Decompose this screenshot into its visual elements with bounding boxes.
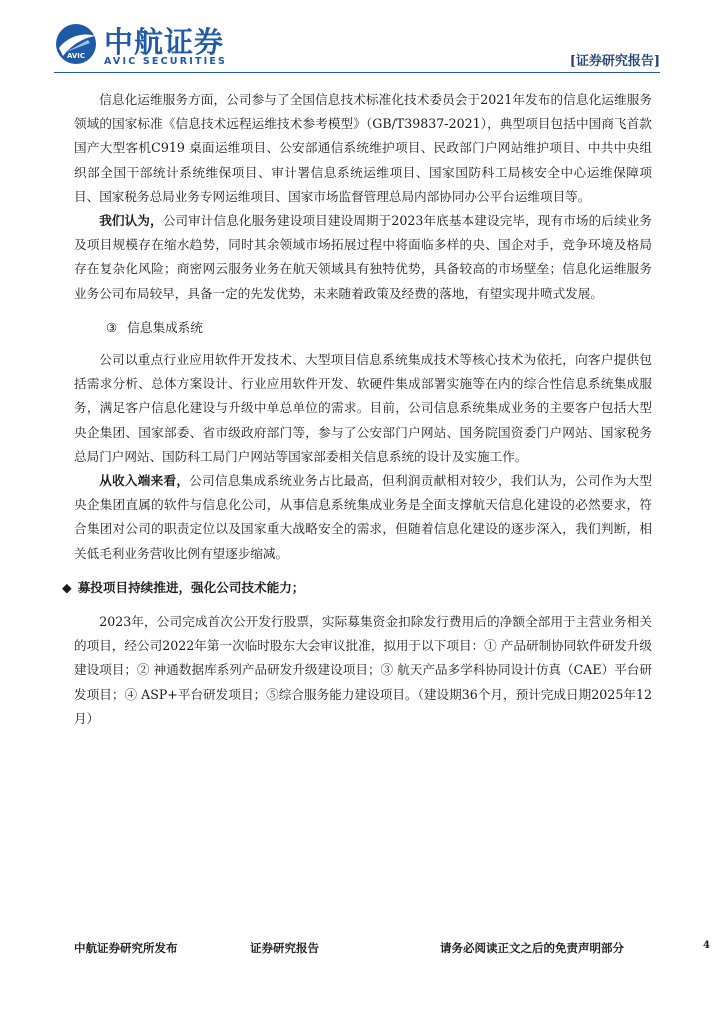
paragraph-lead: 我们认为， xyxy=(99,213,163,229)
paragraph-ops-service: 信息化运维服务方面，公司参与了全国信息技术标准化技术委员会于2021年发布的信息化运维服务领域的国家标准《信息技术远程运维技术参考模型》（GB/T39837-2021），典型项目包括中国商飞首款国产大型客机C919 桌面运维项目、公安部通信系统维护项目、民政部门户网站维护项目、中共中央组织部全国干部统计系统维保项目、审计署信息系统运维项目、国家国防科工局核安全中心运维保障项目、国家税务总局业务专网运维项目、国家市场监督管理总局内部协同办公平台运维项目等。 xyxy=(74,92,652,204)
logo-mark-text: AVIC xyxy=(66,52,86,60)
avic-logo-icon xyxy=(54,22,98,66)
paragraph-text: 公司审计信息化服务建设项目建设周期于2023年底基本建设完毕，现有市场的后续业务及项目规模存在缩水趋势，同时其余领域市场拓展过程中将面临多样的央、国企对手，竞争环境及格局存在复杂化风险；商密网云服务业务在航天领域具有独特优势，具备较高的市场壁垒；信息化运维服务业务公司布局较早，具备一定的先发优势，未来随着政策及经费的落地，有望实现井喷式发展。 xyxy=(74,213,652,301)
brand-name-cn: 中航证券 xyxy=(104,25,225,59)
footer-publisher: 中航证券研究所发布 xyxy=(74,941,178,955)
page-header xyxy=(0,0,724,80)
company-logo xyxy=(54,20,254,70)
header-divider xyxy=(54,72,660,73)
report-body xyxy=(62,88,653,731)
diamond-bullet-icon: ◆ xyxy=(62,579,72,595)
report-type-tag: [证券研究报告] xyxy=(569,54,660,69)
paragraph-lead: 从收入端来看， xyxy=(99,473,190,489)
paragraph-fundraising: 2023年，公司完成首次公开发行股票，实际募集资金扣除发行费用后的净额全部用于主营业务相关的项目，经公司2022年第一次临时股东大会审议批准，拟用于以下项目：① 产品研制协同软件研发升级建设项目；② 神通数据库系列产品研发升级建设项目；③ 航天产品多学科协同设计仿真（CAE）平台研发项目；④ ASP+平台研发项目；⑤综合服务能力建设项目。（建设期36个月，预计完成日期2025年12月） xyxy=(74,614,652,726)
section-title: 信息集成系统 xyxy=(127,319,203,335)
footer-report-type: 证券研究报告 xyxy=(250,941,319,955)
paragraph-integration: 公司以重点行业应用软件开发技术、大型项目信息系统集成技术等核心技术为依托，向客户提供包括需求分析、总体方案设计、行业应用软件开发、软硬件集成部署实施等在内的综合性信息系统集成服务，满足客户信息化建设与升级中单总单位的需求。目前，公司信息系统集成业务的主要客户包括大型央企集团、国家部委、省市级政府部门等，参与了公安部门户网站、国务院国资委门户网站、国家税务总局门户网站、国防科工局门户网站等国家部委相关信息系统的设计及实施工作。 xyxy=(74,352,652,464)
brand-name-en: AVIC SECURITIES xyxy=(104,56,228,67)
footer-disclaimer: 请务必阅读正文之后的免责声明部分 xyxy=(440,941,624,955)
paragraph-text: 公司信息集成系统业务占比最高，但利润贡献相对较少，我们认为，公司作为大型央企集团直属的软件与信息化公司，从事信息系统集成业务是全面支撑航天信息化建设的必然要求，符合集团对公司的职责定位以及国家重大战略安全的需求，但随着信息化建设的逐步深入，我们判断，相关低毛利业务营收比例有望逐步缩减。 xyxy=(74,473,653,561)
section-number: ③ xyxy=(106,319,118,335)
page-footer xyxy=(74,940,710,956)
page-number: 4 xyxy=(703,940,710,951)
paragraph-opinion xyxy=(74,209,652,306)
bullet-heading xyxy=(62,576,652,600)
paragraph-revenue xyxy=(74,469,652,566)
bullet-heading-text: 募投项目持续推进，强化公司技术能力； xyxy=(77,579,305,595)
section-heading xyxy=(74,316,652,340)
